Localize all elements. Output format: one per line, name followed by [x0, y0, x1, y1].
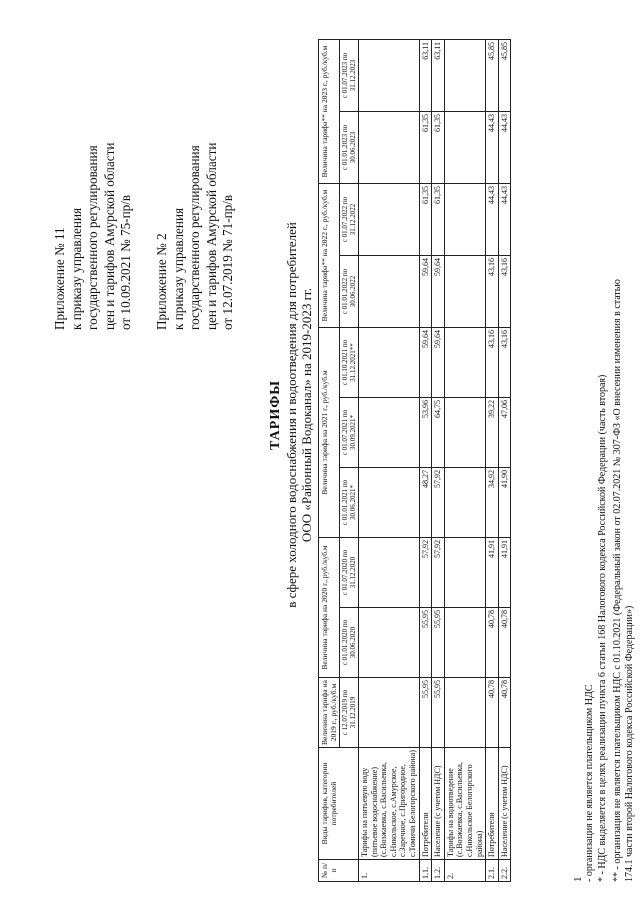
tariff-value [359, 112, 420, 184]
tariff-value: 63,11 [432, 40, 445, 112]
tariff-value: 53,96 [419, 398, 432, 468]
tariff-value: 40,78 [498, 608, 511, 678]
tariff-value: 59,64 [432, 328, 445, 398]
tariff-value: 40,78 [486, 678, 499, 748]
tariff-value [444, 40, 485, 112]
period-header: с 01.07.2020 по 31.12.2020 [340, 538, 359, 608]
tariff-value [359, 184, 420, 256]
row-number: 2.2. [498, 860, 511, 882]
header-row [319, 40, 340, 882]
tariff-value: 41,91 [498, 538, 511, 608]
tariff-value [359, 40, 420, 112]
tariff-value: 61,35 [419, 184, 432, 256]
tariff-value: 40,78 [486, 608, 499, 678]
tariff-value [359, 328, 420, 398]
appendix-11-line: к приказу управления [68, 207, 84, 330]
appendix-11-line: цен и тарифов Амурской области [101, 142, 117, 330]
period-header: с 12.07.2019 по 31.12.2019 [340, 678, 359, 748]
tariff-value: 55,95 [432, 608, 445, 678]
row-category: Потребители [419, 748, 432, 860]
footnote-star: * - НДС выделяется в целях реализации пункта 6 статьи 168 Налогового кодекса Российской Федерации (часть вторая) [597, 374, 608, 882]
tariff-value: 44,43 [498, 112, 511, 184]
period-header: с 01.07.2022 по 31.12.2022 [340, 184, 359, 256]
tariff-value: 47,06 [498, 398, 511, 468]
row-category: Потребители [486, 748, 499, 860]
period-header: с 01.01.2021 по 30.06.2021* [340, 468, 359, 538]
appendix-2-line: цен и тарифов Амурской области [203, 142, 219, 330]
footnote-marker: 1 [572, 876, 584, 882]
tariff-value: 44,43 [486, 112, 499, 184]
appendix-11-line: от 10.09.2021 № 75-пр/в [118, 194, 134, 330]
tariff-value: 43,16 [486, 256, 499, 328]
appendix-2-block [154, 30, 237, 330]
row-category: Население (с учетом НДС) [432, 748, 445, 860]
table-row [498, 40, 511, 882]
header-year-2019: Величина тарифа на 2019 г., руб./куб.м [319, 678, 340, 748]
appendix-11-title: Приложение № 11 [52, 227, 67, 330]
appendix-11-line: государственного регулирования [85, 145, 101, 330]
tariff-value [444, 256, 485, 328]
tariff-value: 44,43 [486, 184, 499, 256]
header-year-2020: Величина тарифа на 2020 г., руб./куб.м [319, 538, 340, 678]
appendix-2-line: от 12.07.2019 № 71-пр/в [220, 194, 236, 330]
tariff-value [444, 184, 485, 256]
tariff-value: 55,95 [419, 608, 432, 678]
row-category: Тарифы на водоотведение (с.Возжаевка, с.Васильевка, с.Никольское Белогорского района) [444, 748, 485, 860]
document-title: ТАРИФЫ [268, 380, 283, 450]
footnote-double-star-line: ** - организация не является плательщиком НДС с 01.10.2021 (Федеральный закон от 02.07.2021 № 307-ФЗ «О внесении изменения в статью [612, 279, 623, 882]
row-number: 2.1. [486, 860, 499, 882]
period-header: с 01.07.2023 по 31.12.2023 [340, 40, 359, 112]
tariff-value [444, 468, 485, 538]
header-year-2022: Величина тарифа** на 2022 г., руб./куб.м [319, 184, 340, 328]
tariff-value: 45,85 [498, 40, 511, 112]
title-block [267, 135, 314, 695]
tariff-value: 48,27 [419, 468, 432, 538]
period-header: с 01.01.2020 по 30.06.2020 [340, 608, 359, 678]
tariff-value [444, 328, 485, 398]
tariff-value [359, 468, 420, 538]
period-header: с 01.01.2022 по 30.06.2022 [340, 256, 359, 328]
appendix-11-block [52, 30, 135, 330]
table-row [359, 40, 420, 882]
tariff-value [359, 678, 420, 748]
tariff-value: 41,91 [486, 538, 499, 608]
tariff-value: 43,16 [486, 328, 499, 398]
header-num: № п/п [319, 860, 359, 882]
tariff-value: 59,64 [432, 256, 445, 328]
tariff-value: 55,95 [432, 678, 445, 748]
tariff-value: 57,92 [432, 538, 445, 608]
tariff-value [444, 678, 485, 748]
period-header: с 01.07.2021 по 30.09.2021* [340, 398, 359, 468]
document-subtitle: в сфере холодного водоснабжения и водоотведения для потребителей [284, 222, 299, 608]
appendix-2-line: государственного регулирования [187, 145, 203, 330]
header-year-2023: Величина тарифа** на 2023 г., руб./куб.м [319, 40, 340, 184]
row-number: 1. [359, 860, 420, 882]
tariff-value: 45,85 [486, 40, 499, 112]
tariff-value: 43,16 [498, 256, 511, 328]
tariff-value: 39,22 [486, 398, 499, 468]
tariff-value: 43,16 [498, 328, 511, 398]
tariff-value [444, 112, 485, 184]
tariff-table-body [359, 40, 511, 882]
tariff-value: 63,11 [419, 40, 432, 112]
tariff-value [444, 538, 485, 608]
table-row [486, 40, 499, 882]
tariff-value: 61,35 [432, 184, 445, 256]
tariff-value: 64,75 [432, 398, 445, 468]
row-category: Население (с учетом НДС) [498, 748, 511, 860]
tariff-value: 55,95 [419, 678, 432, 748]
document-organization: ООО «Районный Водоканал» на 2019-2023 гг. [299, 287, 314, 543]
tariff-value: 44,43 [498, 184, 511, 256]
header-year-2021: Величина тарифа на 2021 г., руб./куб.м [319, 328, 340, 538]
tariff-table [318, 39, 511, 882]
tariff-value [359, 608, 420, 678]
footnote-double-star-line: 174.1 части второй Налогового кодекса Российской Федерации») [624, 605, 635, 882]
tariff-value [444, 608, 485, 678]
table-row [419, 40, 432, 882]
tariff-value: 61,35 [432, 112, 445, 184]
tariff-value [359, 538, 420, 608]
footnote-vat-org: - организация не является плательщиком НДС [584, 684, 595, 882]
tariff-value: 59,64 [419, 256, 432, 328]
row-category: Тарифы на питьевую воду (питьевое водоснабжение) (с.Возжаевка, с.Васильевка, с.Никольское, с.Амурское, с.Заречное, с.Пригородное, с.Томичи Белогорского района) [359, 748, 420, 860]
tariff-value: 40,78 [498, 678, 511, 748]
appendix-2-line: к приказу управления [170, 207, 186, 330]
table-row [432, 40, 445, 882]
period-header: с 01.01.2023 по 30.06.2023 [340, 112, 359, 184]
tariff-value: 41,90 [498, 468, 511, 538]
tariff-value: 57,92 [419, 538, 432, 608]
tariff-value: 57,92 [432, 468, 445, 538]
table-row [444, 40, 485, 882]
tariff-value [359, 256, 420, 328]
row-number: 1.2. [432, 860, 445, 882]
footnote-double-star [612, 22, 636, 882]
period-header: с 01.10.2021 по 31.12.2021** [340, 328, 359, 398]
tariff-value [359, 398, 420, 468]
row-number: 1.1. [419, 860, 432, 882]
tariff-value [444, 398, 485, 468]
tariff-value: 59,64 [419, 328, 432, 398]
header-category: Виды тарифов, категории потребителей [319, 748, 359, 860]
tariff-value: 61,35 [419, 112, 432, 184]
row-number: 2. [444, 860, 485, 882]
appendix-2-title: Приложение № 2 [154, 233, 169, 330]
tariff-value: 34,92 [486, 468, 499, 538]
